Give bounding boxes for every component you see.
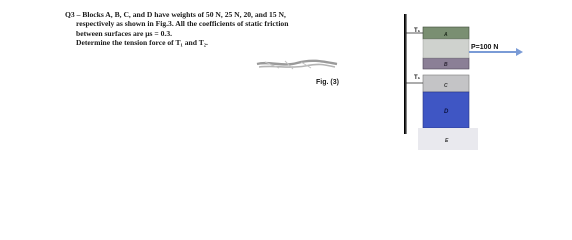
problem-statement	[65, 10, 375, 48]
label-block-d: D	[444, 109, 449, 115]
redaction-scribble	[255, 58, 339, 72]
gap-region	[423, 39, 469, 58]
label-block-a: A	[444, 32, 448, 38]
problem-line-3: between surfaces are μs = 0.3.	[76, 28, 173, 38]
force-arrow-head	[516, 48, 523, 56]
figure-caption: Fig. (3)	[316, 79, 339, 86]
force-label: P=100 N	[471, 44, 499, 51]
label-block-b: B	[444, 62, 448, 68]
label-block-c: C	[444, 83, 448, 89]
block-diagram	[372, 0, 532, 151]
label-t1: T₁	[414, 28, 421, 34]
label-block-e: E	[445, 138, 449, 144]
problem-line-2: respectively as shown in Fig.3. All the coefficients of static friction	[76, 19, 289, 29]
problem-line-1: Q3 – Blocks A, B, C, and D have weights of 50 N, 25 N, 20, and 15 N,	[65, 10, 286, 19]
wall	[404, 14, 406, 134]
problem-line-4: Determine the tension force of T₁ and T₂.	[76, 38, 208, 48]
label-t2: T₁	[414, 75, 421, 81]
wall-shadow	[406, 14, 407, 134]
